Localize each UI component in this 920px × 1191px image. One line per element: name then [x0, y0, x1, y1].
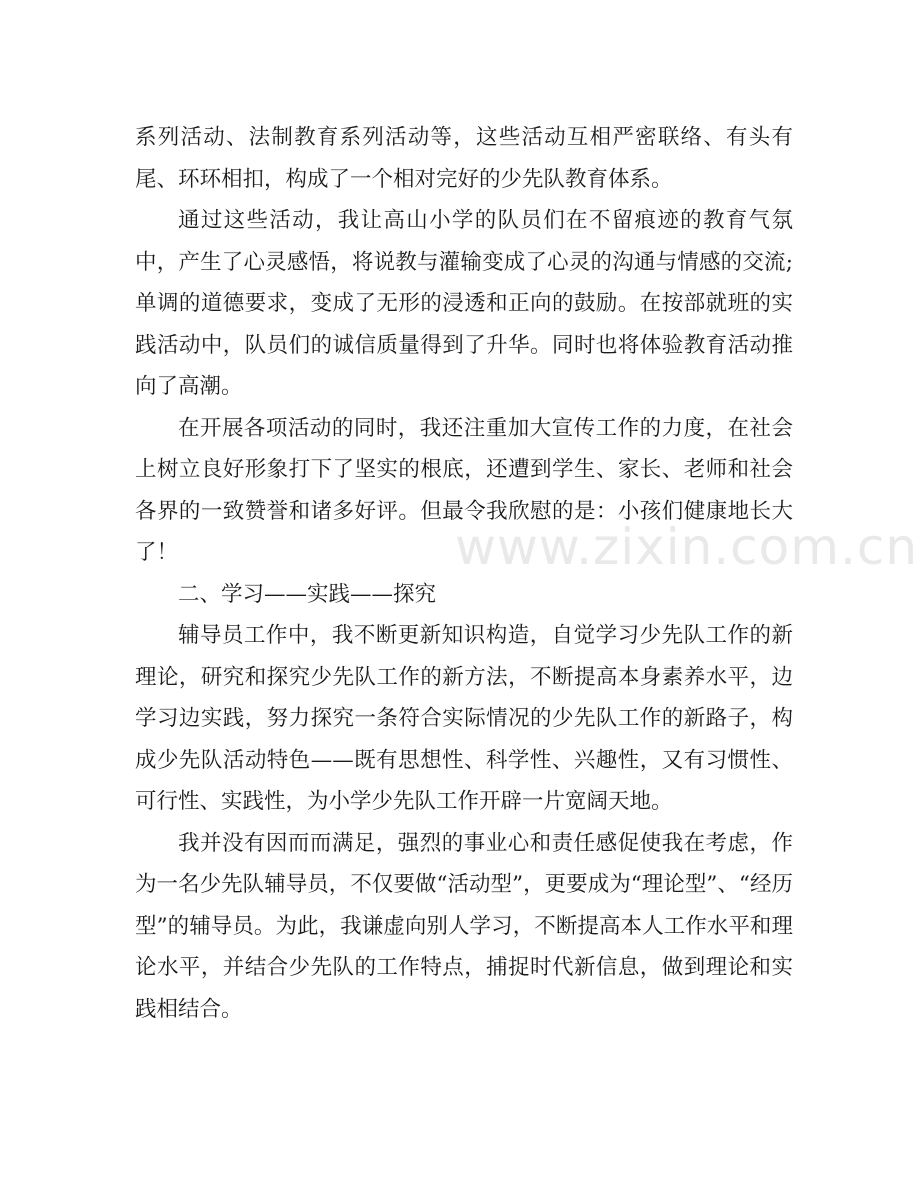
paragraph: 我并没有因而而满足，强烈的事业心和责任感促使我在考虑，作为一名少先队辅导员，不仅要做“活动型”，更要成为“理论型”、“经历型”的辅导员。为此，我谦虚向别人学习，不断提高本人工作水平和理论水平，并结合少先队的工作特点，捕捉时代新信息，做到理论和实践相结合。: [135, 830, 793, 1022]
paragraph-continued: 系列活动、法制教育系列活动等，这些活动互相严密联络、有头有尾、环环相扣，构成了一个相对完好的少先队教育体系。: [135, 125, 793, 192]
section-heading: 二、学习——实践——探究: [178, 581, 437, 607]
document-body: [135, 117, 793, 1030]
paragraph: 在开展各项活动的同时，我还注重加大宣传工作的力度，在社会上树立良好形象打下了坚实的根底，还遭到学生、家长、老师和社会各界的一致赞誉和诸多好评。但最令我欣慰的是：小孩们健康地长大了！: [135, 415, 793, 565]
watermark: www.zixin.com.cn: [455, 518, 919, 576]
paragraph: 辅导员工作中，我不断更新知识构造，自觉学习少先队工作的新理论，研究和探究少先队工作的新方法，不断提高本身素养水平，边学习边实践，努力探究一条符合实际情况的少先队工作的新路子，构成少先队活动特色——既有思想性、科学性、兴趣性，又有习惯性、可行性、实践性，为小学少先队工作开辟一片宽阔天地。: [135, 623, 793, 814]
paragraph: 通过这些活动，我让高山小学的队员们在不留痕迹的教育气氛中，产生了心灵感悟，将说教与灌输变成了心灵的沟通与情感的交流;单调的道德要求，变成了无形的浸透和正向的鼓励。在按部就班的实践活动中，队员们的诚信质量得到了升华。同时也将体验教育活动推向了高潮。: [135, 208, 793, 399]
